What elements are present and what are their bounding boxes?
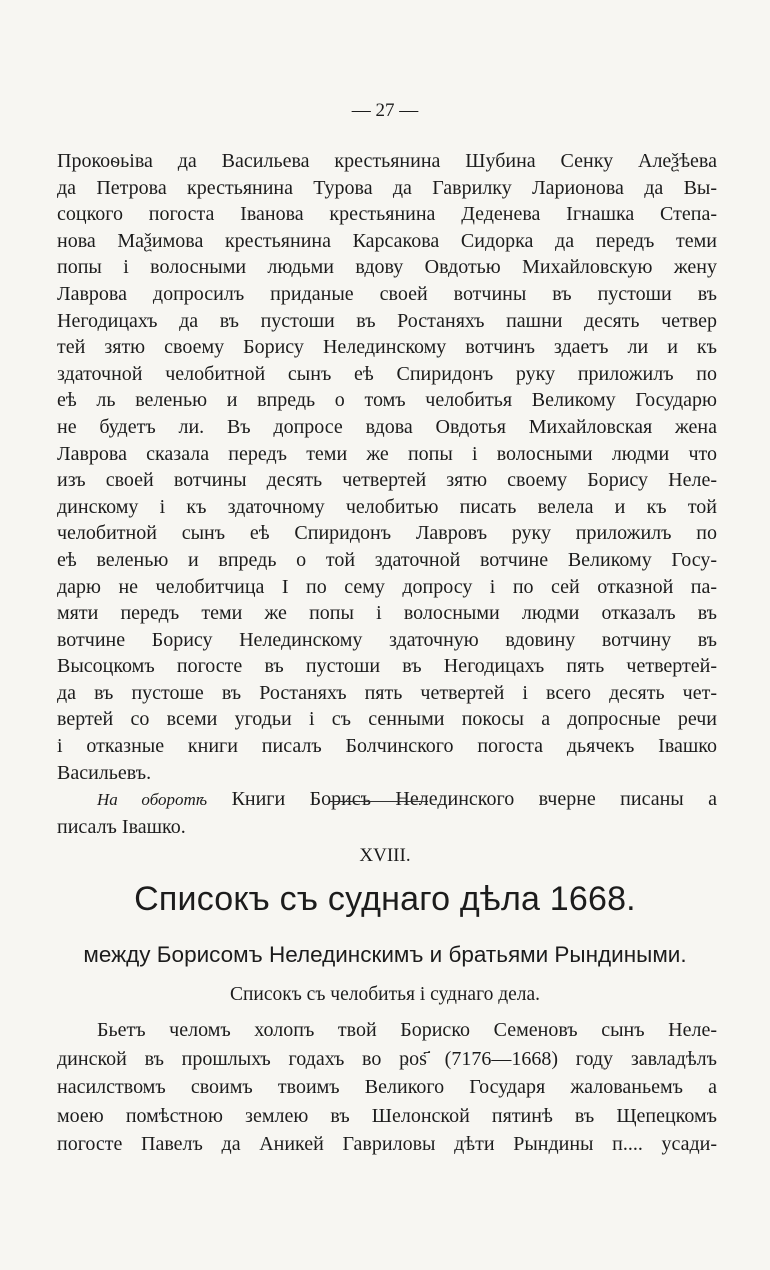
text-line: моею помѣстною землею въ Шелонской пятинѣ въ Щепецкомъ xyxy=(57,1104,717,1127)
text-line: дарю не челобитчица І по сему допросу і по сей отказной па- xyxy=(57,575,717,598)
text-line: челобитной сынъ еѣ Спиридонъ Лавровъ руку приложилъ по xyxy=(57,522,717,545)
section-title: Списокъ съ суднаго дѣла 1668. xyxy=(134,880,636,918)
text-line: Высоцкомъ погосте въ пустоши въ Негодицахъ пять четвертей- xyxy=(57,655,717,678)
note-line-2: писалъ Івашко. xyxy=(57,815,186,838)
section-sub-heading: Списокъ съ челобитья і суднаго дела. xyxy=(229,984,541,1005)
text-line: Васильевъ. xyxy=(57,761,152,784)
text-line: Негодицахъ да въ пустоши въ Ростаняхъ пашни десять четвер xyxy=(57,309,717,332)
text-line: изъ своей вотчины десять четвертей зятю своему Борису Неле- xyxy=(57,469,717,492)
text-line: еѣ ль веленью и впредь о томъ челобитья Великому Государю xyxy=(57,389,717,412)
text-line: соцкого погоста Іванова крестьянина Деденева Ігнашка Степа- xyxy=(57,203,717,226)
text-line: динскому і къ здаточному челобитью писать велела и къ той xyxy=(57,495,717,518)
note-text: Книги Борисъ Нелединского вчерне писаны а xyxy=(231,788,717,811)
section-number: XVIII. xyxy=(359,845,411,866)
note-label: На оборотѣ xyxy=(97,790,208,810)
section-divider xyxy=(330,801,428,802)
text-line: динской въ прошлыхъ годахъ во ҏоѕ҃ (7176—1668) году завладѣлъ xyxy=(57,1047,717,1070)
text-line: не будетъ ли. Въ допросе вдова Овдотья Михайловская жена xyxy=(57,415,717,438)
text-line: вотчине Борису Нелединскому здаточную вдовину вотчину въ xyxy=(57,628,717,651)
section-subtitle: между Борисомъ Нелединскимъ и братьями Рындиными. xyxy=(83,942,687,967)
text-line: Лаврова сказала передъ теми же попы і волосными людми что xyxy=(57,442,717,465)
body-text xyxy=(57,148,717,840)
text-line: погосте Павелъ да Аникей Гавриловы дѣти Рындины п.... усади- xyxy=(57,1133,717,1155)
text-line: тей зятю своему Борису Нелединскому вотчинъ здаетъ ли и къ xyxy=(57,336,717,359)
text-line: да въ пустоше въ Ростаняхъ пять четвертей і всего десять чет- xyxy=(57,681,717,704)
text-line: вертей со всеми угодьи і съ сенными покосы а допросные речи xyxy=(57,708,717,731)
text-line: і отказные книги писалъ Болчинского погоста дьячекъ Івашко xyxy=(57,735,717,758)
body-text-2 xyxy=(57,1016,717,1159)
text-line: мяти передъ теми же попы і волосными людми отказалъ въ xyxy=(57,602,717,625)
text-line: попы і волосными людьми вдову Овдотью Михайловскую жену xyxy=(57,256,717,279)
text-line: Прокоѳьіва да Васильева крестьянина Шубина Сенку Алеѯѣева xyxy=(57,150,717,172)
page-number: — 27 — xyxy=(351,100,419,121)
text-line: здаточной челобитной сынъ еѣ Спиридонъ руку приложилъ по xyxy=(57,362,717,385)
text-line: еѣ веленью и впредь о той здаточной вотчине Великому Госу- xyxy=(57,548,717,571)
text-line: да Петрова крестьянина Турова да Гаврилку Ларионова да Вы- xyxy=(57,176,717,199)
text-line: насилствомъ своимъ твоимъ Великого Государя жалованьемъ а xyxy=(57,1076,717,1098)
text-line: Лаврова допросилъ приданые своей вотчины въ пустоши въ xyxy=(57,282,717,305)
text-line: Бьетъ челомъ холопъ твой Бориско Семеновъ сынъ Неле- xyxy=(97,1019,717,1041)
text-line: нова Маѯимова крестьянина Карсакова Сидорка да передъ теми xyxy=(57,229,717,252)
